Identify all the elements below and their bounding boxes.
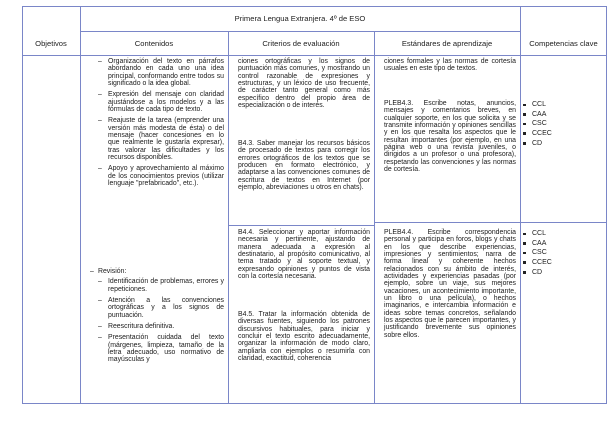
contenido-item: – Expresión del mensaje con claridad ajustándose a los modelos y a las fórmulas de cada tipo de texto.: [98, 91, 224, 113]
revision-list: [98, 278, 224, 363]
revision-item: – Identificación de problemas, errores y repeticiones.: [98, 278, 224, 293]
criterio-b42-continuation: ciones ortográficas y los signos de puntuación más comunes, y mostrando un control razonable de expresiones y estructuras, y un léxico de uso frecuente, de carácter tanto general como más específico dentro del propio área de especialización o de interés.: [238, 58, 370, 110]
competencia-item: CAA: [522, 111, 602, 118]
header-criterios: Criterios de evaluación: [262, 39, 340, 48]
row-divider-competencias: [520, 222, 607, 223]
criterio-b45: B4.5. Tratar la información obtenida de diversas fuentes, siguiendo los patrones discursivos habituales, para iniciar y concluir el texto escrito adecuadamente, organizar la información de modo claro, ampliarla con ejemplos o resumirla con claridad, exactitud, coherencia: [238, 311, 370, 363]
competencias-list: [522, 101, 602, 147]
contenidos-list: [98, 58, 224, 188]
revision-item: – Reescritura definitiva.: [98, 323, 224, 330]
competencia-item: CD: [522, 140, 602, 147]
revision-section: [90, 268, 224, 368]
competencia-item: CD: [522, 269, 602, 276]
col-divider-objetivos: [80, 6, 81, 404]
contenido-item: – Apoyo y aprovechamiento al máximo de los conocimientos previos (utilizar lenguaje "prefabricado", etc.).: [98, 165, 224, 187]
table-title: Primera Lengua Extranjera. 4º de ESO: [234, 14, 366, 23]
contenido-item: – Reajuste de la tarea (emprender una versión más modesta de ésta) o del mensaje (hacer concesiones en lo que realmente le gustaría expresar), tras valorar las dificultades y los recursos disponibles.: [98, 117, 224, 161]
competencias-list: [522, 230, 602, 276]
competencias-group-1: [522, 101, 602, 149]
competencias-group-2: [522, 230, 602, 278]
header-contenidos: Contenidos: [134, 39, 174, 48]
competencia-item: CAA: [522, 240, 602, 247]
revision-item: – Presentación cuidada del texto (márgenes, limpieza, tamaño de la letra adecuado, uso normativo de mayúsculas y: [98, 334, 224, 363]
competencia-item: CSC: [522, 120, 602, 127]
col-divider-estandares: [520, 6, 521, 404]
contenidos-cell: [98, 58, 224, 192]
revision-item: – Atención a las convenciones ortográficas y a los signos de puntuación.: [98, 297, 224, 319]
competencia-item: CCEC: [522, 130, 602, 137]
header-estandares: Estándares de aprendizaje: [401, 39, 493, 48]
competencia-item: CCEC: [522, 259, 602, 266]
estandar-ple44: PLEB4.4. Escribe correspondencia personal y participa en foros, blogs y chats en los que describe experiencias, impresiones y sentimientos; narra de forma lineal y coherente hechos relacionados con su ámbito de interés, actividades y experiencias pasadas (por ejemplo, sobre un viaje, sus mejores vacaciones, un acontecimiento importante, un libro o una película), o hechos imaginarios, e intercambia información e ideas sobre temas concretos, señalando los aspectos que le parecen importantes, y justificando brevemente sus opiniones sobre ellos.: [384, 229, 516, 339]
criterio-b43: B4.3. Saber manejar los recursos básicos de procesado de textos para corregir los errores ortográficos de los textos que se producen en formato electrónico, y adaptarse a las convenciones comunes de escritura de textos en Internet (por ejemplo, abreviaciones u otros en chats).: [238, 140, 370, 192]
title-row-divider: [80, 31, 520, 32]
criterio-b44: B4.4. Seleccionar y aportar información necesaria y pertinente, ajustando de manera adecuada a expresión al destinatario, al propósito comunicativo, al tema tratado y al soporte textual, y expresando opiniones y puntos de vista con la cortesía necesaria.: [238, 229, 370, 281]
estandar-ple43: PLEB4.3. Escribe notas, anuncios, mensajes y comentarios breves, en cualquier soporte, en los que solicita y se transmite información y opiniones sencillas y en los que resalta los aspectos que le resultan importantes (por ejemplo, en una página web o una revista juveniles, o dirigidos a un profesor o una profesora), respetando las convenciones y las normas de cortesía.: [384, 100, 516, 174]
col-divider-contenidos: [228, 31, 229, 404]
competencia-item: CSC: [522, 249, 602, 256]
row-divider-estandares: [374, 222, 520, 223]
col-divider-criterios: [374, 31, 375, 404]
estandar-continuation: ciones formales y las normas de cortesía usuales en este tipo de textos.: [384, 58, 516, 73]
revision-label: – Revisión:: [90, 268, 224, 275]
contenido-item: – Organización del texto en párrafos abordando en cada uno una idea principal, conformando entre todos su significado o la idea global.: [98, 58, 224, 87]
competencia-item: CCL: [522, 230, 602, 237]
header-competencias: Competencias clave: [529, 39, 598, 48]
header-objetivos: Objetivos: [35, 39, 67, 48]
competencia-item: CCL: [522, 101, 602, 108]
row-divider-criterios: [228, 225, 374, 226]
